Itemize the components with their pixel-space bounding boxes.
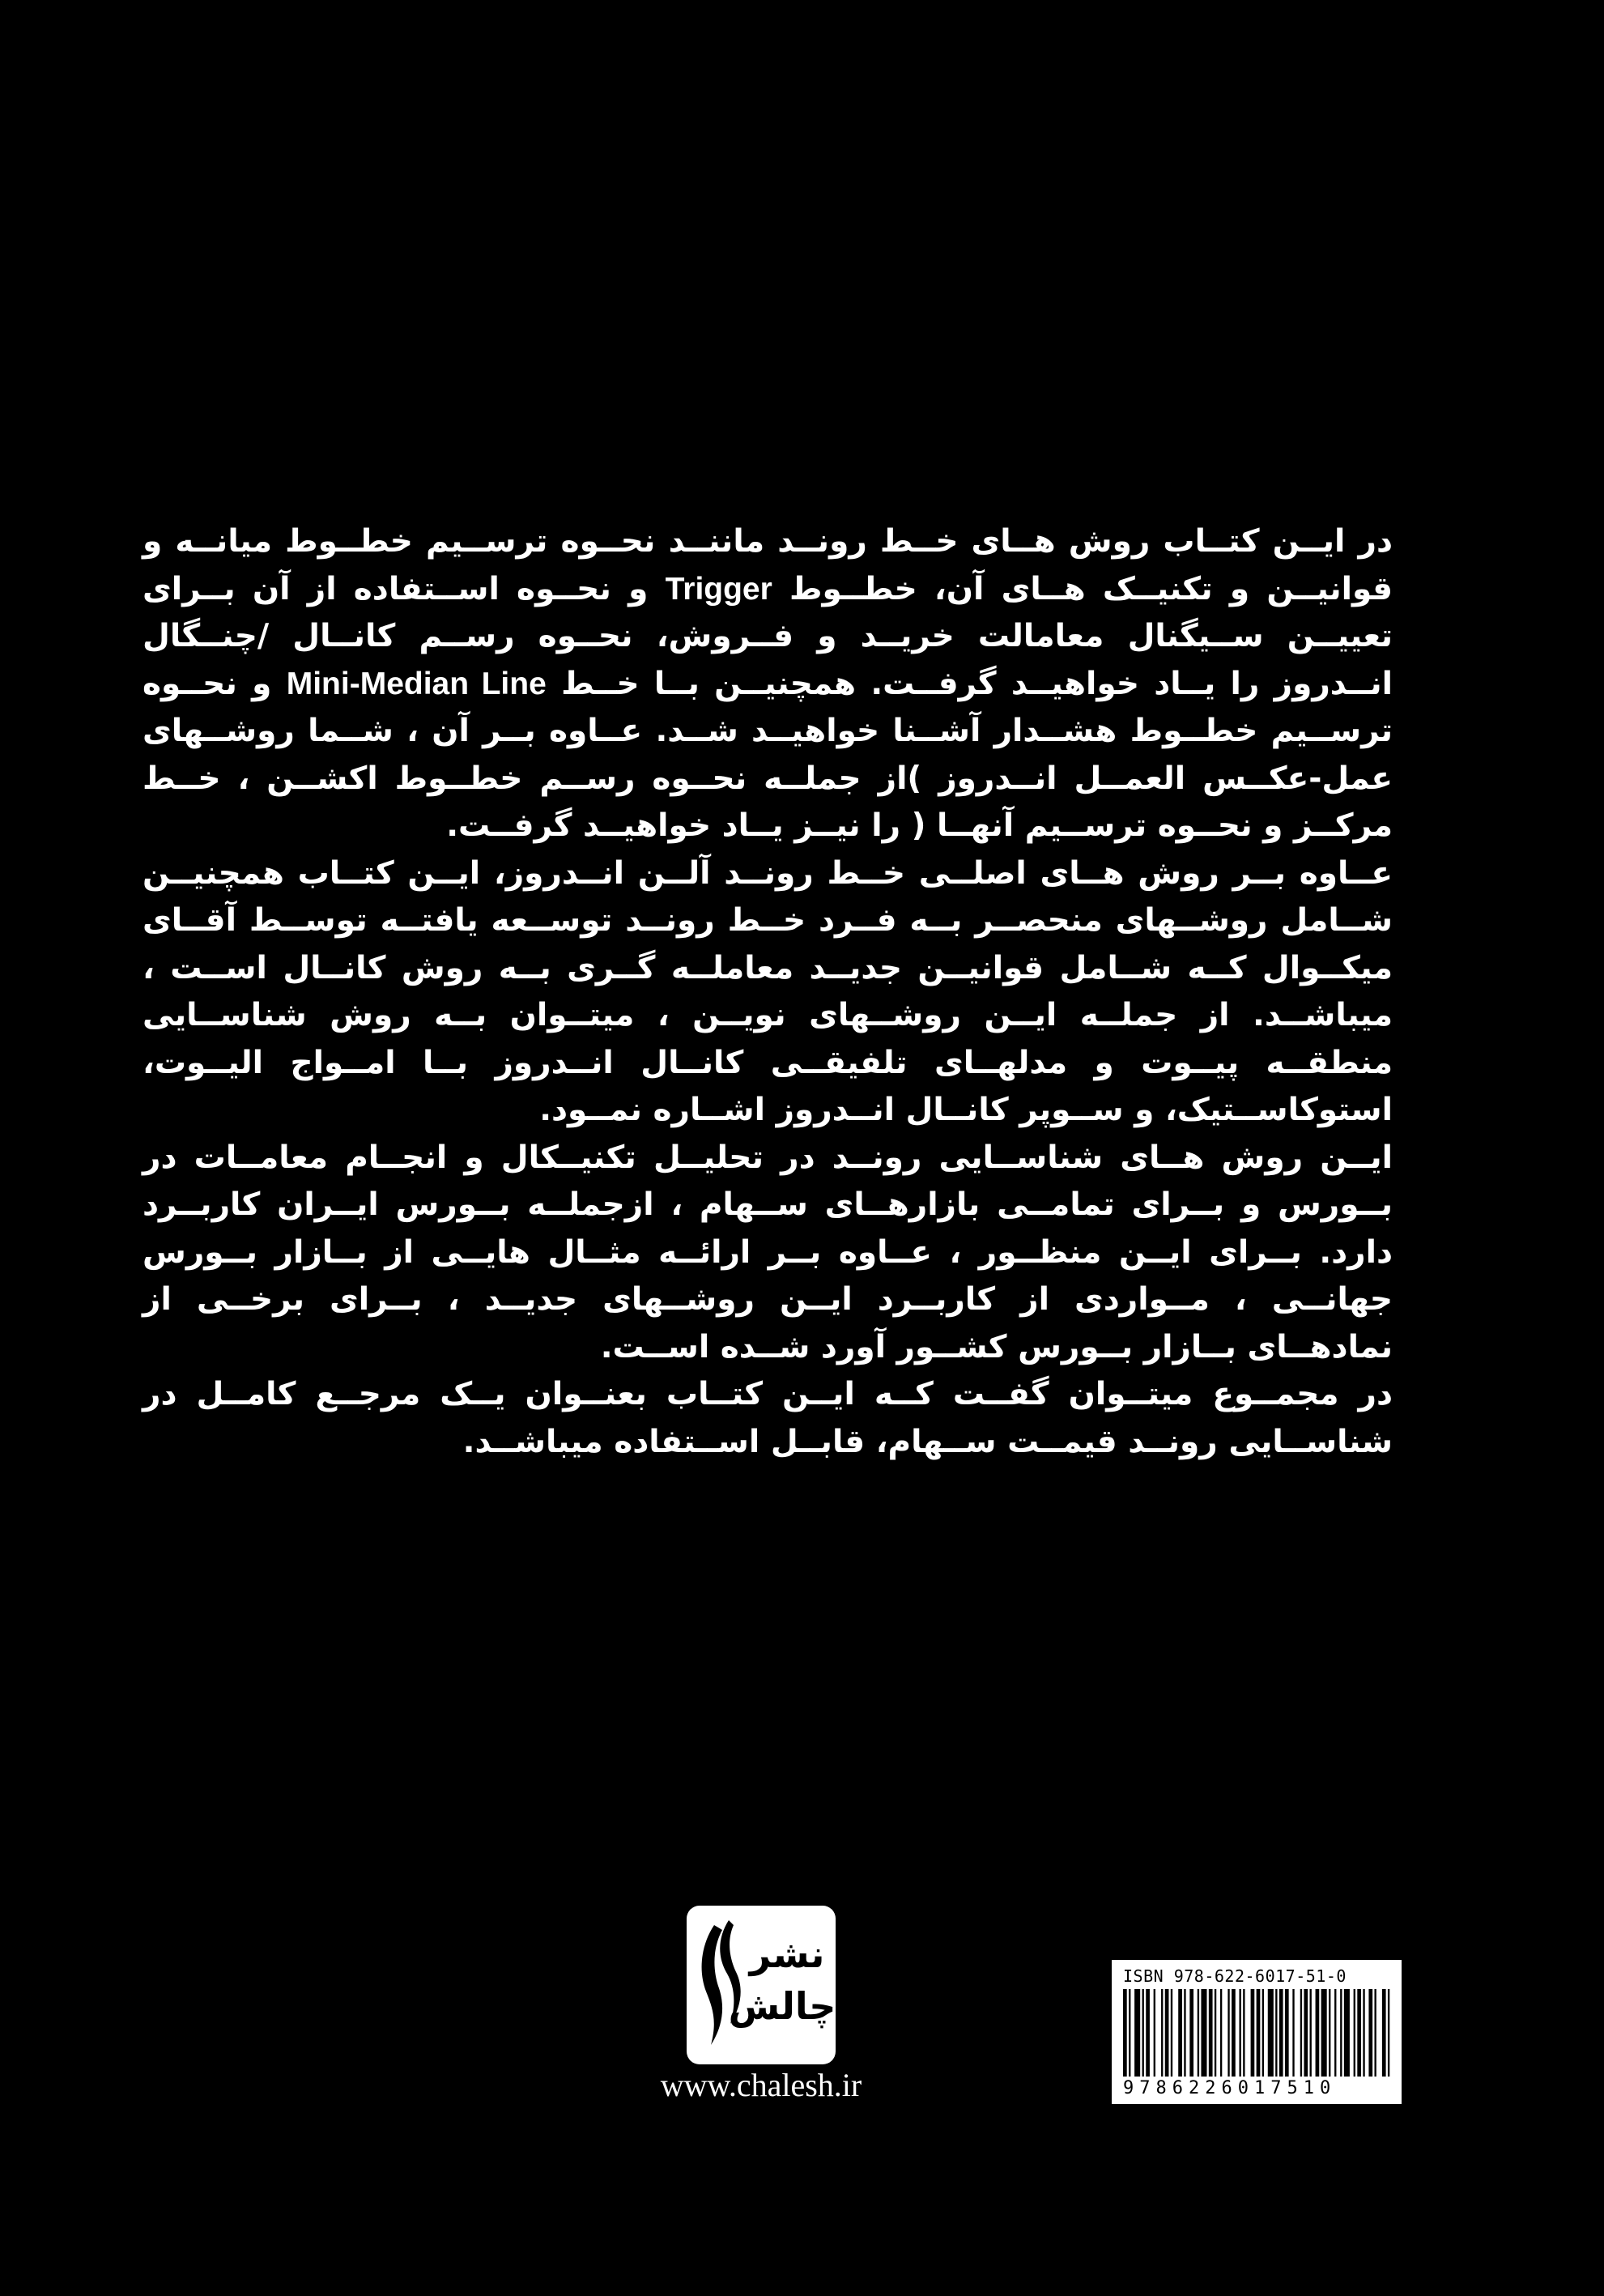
back-cover-blurb [143, 518, 1393, 1466]
logo-word-1: نشر [749, 1932, 825, 1976]
blurb-p1-part-e: و نحــوه ترســیم خطــوط هشــدار آشــنا خواهیــد شــد. عــاوه بــر آن ، شــما روشــهای عمل-عکــس العمــل انــدروز )از جملــه نحــوه رســم خطــوط اکشــن ، خــط مرکــز و نحــوه ترســیم آنهــا ( را نیــز یــاد خواهیــد گرفــت. [143, 665, 1393, 844]
trigger-term: Trigger [665, 571, 772, 607]
blurb-paragraph-4: در مجمــوع میتــوان گفــت کــه ایــن کتــاب بعنــوان یــک مرجــع کامــل در شناســایی رونــد قیمــت ســهام، قابــل اســتفاده میباشــد. [143, 1376, 1393, 1460]
publisher-logo [687, 1906, 836, 2064]
barcode-digits: 9786226017510 [1123, 2078, 1337, 2098]
blurb-paragraph-3: ایــن روش هــای شناســایی رونــد در تحلیــل تکنیــکال و انجــام معامــات در بــورس و بــرای تمامــی بازارهــای ســهام ، ازجملــه بــورس ایــران کاربــرد دارد. بــرای ایــن منظــور ، عــاوه بــر ارائــه مثــال هایــی از بــازار بــورس جهانــی ، مــواردی از کاربــرد ایــن روشــهای جدیــد ، بــرای برخــی از نمادهــای بــازار بــورس کشــور آورد شــده اســت. [143, 1139, 1393, 1365]
publisher-logo-mark [687, 1906, 836, 2064]
isbn-label: ISBN 978-622-6017-51-0 [1123, 1966, 1347, 1986]
isbn-barcode [1112, 1960, 1402, 2104]
blurb-p1-part-a: در ایــن کتــاب روش هــای خــط رونــد ماننــد نحــوه ترســیم خطــوط میانــه و قوانیــن و تکنیــک هــای آن، خطــوط [143, 523, 1393, 607]
mini-median-line-term: Mini-Median Line [286, 666, 547, 701]
publisher-website: www.chalesh.ir [660, 2067, 862, 2103]
barcode-bars [1123, 1989, 1393, 2077]
blurb-paragraph-1 [143, 518, 1393, 850]
blurb-paragraph-2: عــاوه بــر روش هــای اصلــی خــط رونــد آلــن انــدروز، ایــن کتــاب همچنیــن شــامل روشــهای منحصــر بــه فــرد خــط رونــد توســعه یافتــه توســط آقــای میکــوال کــه شــامل قوانیــن جدیــد معاملــه گــری بــه روش کانــال اســت ، میباشــد. از جملــه ایــن روشــهای نویــن ، میتــوان بــه روش شناســایی منطقــه پیــوت و مدلهــای تلفیقــی کانــال انــدروز بــا امــواج الیــوت، استوکاســتیک، و ســوپر کانــال انــدروز اشــاره نمــود. [143, 854, 1393, 1128]
logo-word-2: چالش [728, 1984, 836, 2028]
blurb-p1-part-c: و نحــوه اســتفاده از آن بــرای تعییــن ســیگنال معامالت خریــد و فــروش، نحــوه رســم کانــال /چنــگال انــدروز را یــاد خواهیــد گرفــت. همچنیــن بــا خــط [143, 570, 1393, 702]
